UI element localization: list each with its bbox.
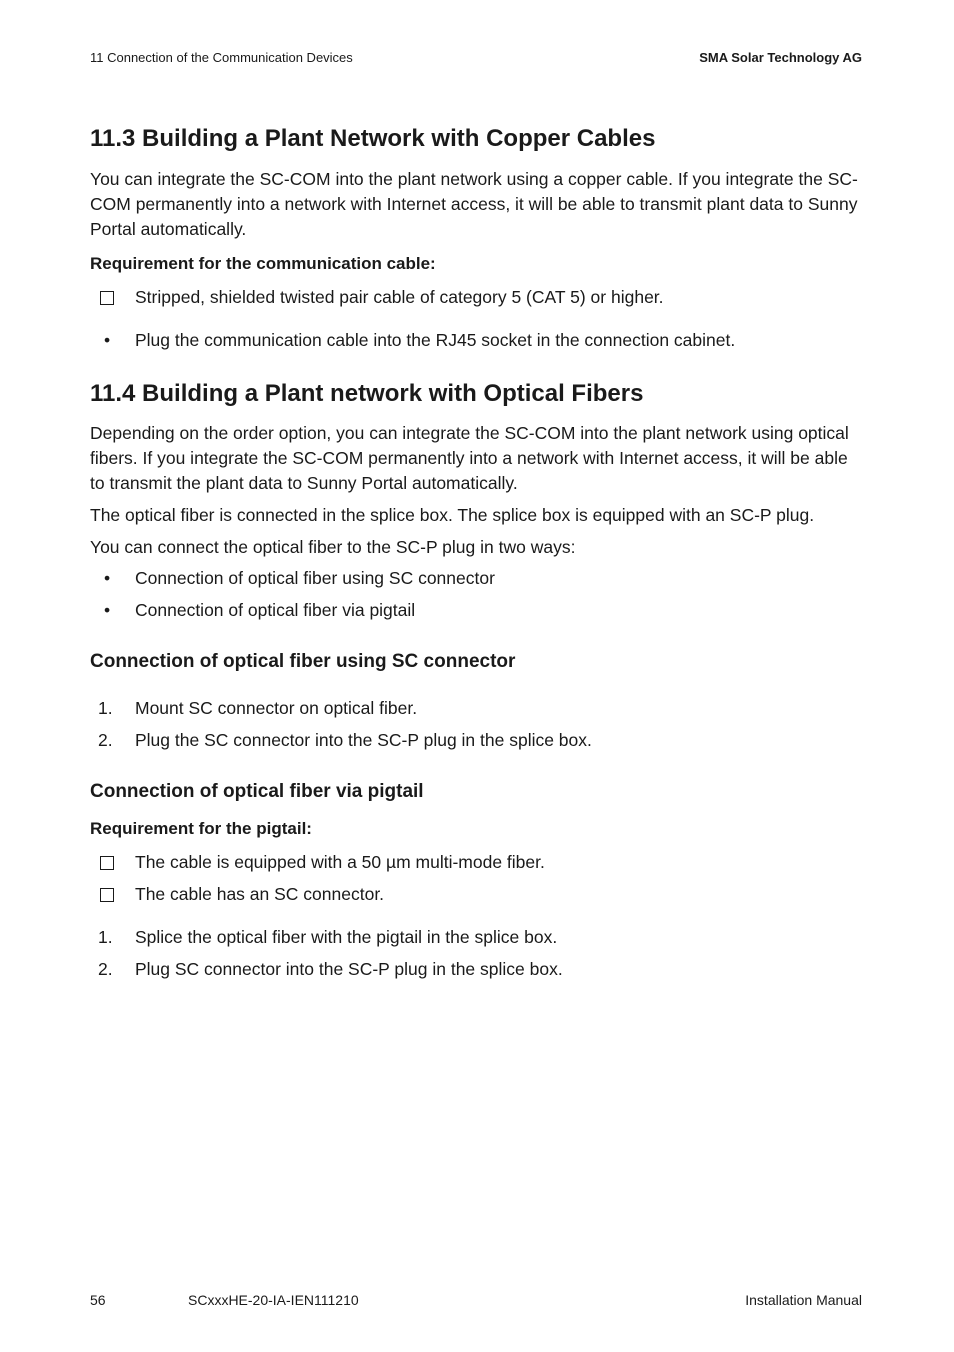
section-11-3-intro: You can integrate the SC-COM into the plant network using a copper cable. If you integrate the SC-COM permanently into a network with Internet access, it will be able to transmit plant data to Sunny Portal automatically. [90,169,858,239]
pigtail-subheading: Connection of optical fiber via pigtail [90,781,424,802]
section-11-3-title: 11.3 Building a Plant Network with Copper Cables [90,125,656,152]
step-number: 1. [98,698,113,718]
checkbox-icon [100,856,114,870]
pigtail-requirement-heading: Requirement for the pigtail: [90,819,312,838]
splice-box-paragraph: The optical fiber is connected in the splice box. The splice box is equipped with an SC-P plug. [90,505,815,525]
running-header-company: SMA Solar Technology AG [699,50,862,65]
cable-requirement-heading: Requirement for the communication cable: [90,254,436,273]
document-id: SCxxxHE-20-IA-IEN111210 [188,1292,359,1308]
section-11-4-intro: Depending on the order option, you can integrate the SC-COM into the plant network using optical fibers. If you integrate the SC-COM permanently into a network with Internet access, it will be able to transmit the plant data to Sunny Portal automatically. [90,423,849,493]
bullet-icon: • [104,568,111,588]
checkbox-icon [100,888,114,902]
checkbox-icon [100,291,114,305]
section-11-4-title: 11.4 Building a Plant network with Optical Fibers [90,380,644,407]
running-header-chapter: 11 Connection of the Communication Devices [90,50,353,65]
page-number: 56 [90,1292,106,1308]
bullet-icon: • [104,330,111,350]
document-type: Installation Manual [745,1292,862,1308]
step-number: 1. [98,927,113,947]
sc-connector-subheading: Connection of optical fiber using SC connector [90,651,516,672]
step-number: 2. [98,959,113,979]
connection-ways-paragraph: You can connect the optical fiber to the SC-P plug in two ways: [90,537,576,557]
bullet-icon: • [104,600,111,620]
step-number: 2. [98,730,113,750]
